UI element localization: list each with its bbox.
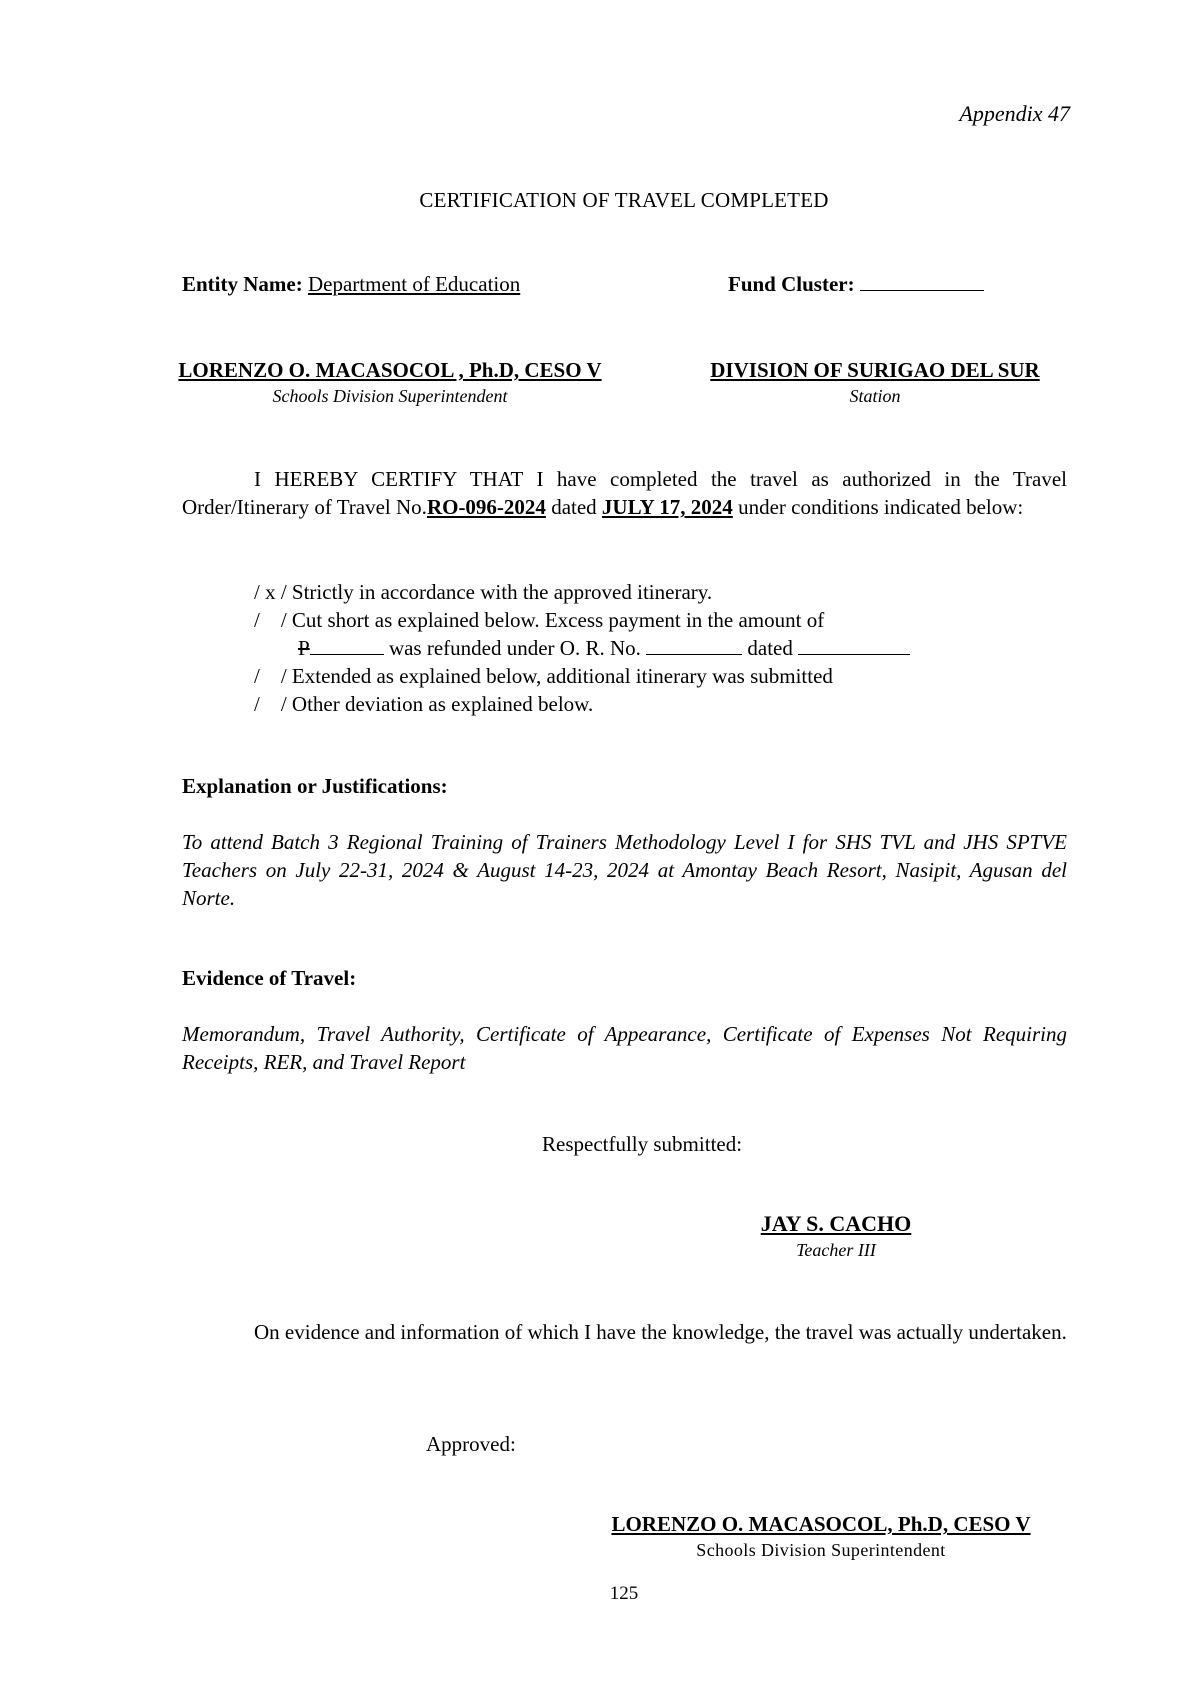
explanation-heading: Explanation or Justifications:: [182, 774, 448, 798]
evidence-heading: Evidence of Travel:: [182, 966, 357, 990]
evidence-statement: On evidence and information of which I have the knowledge, the travel was actually undertaken.: [254, 1320, 1067, 1344]
entity-name-value: Department of Education: [307, 272, 521, 296]
or-number-blank: [646, 634, 742, 655]
option-text: Strictly in accordance with the approved itinerary.: [291, 580, 713, 604]
option-text: Cut short as explained below. Excess payment in the amount of: [291, 608, 825, 632]
refund-text: was refunded under O. R. No.: [388, 636, 641, 660]
option-cut-short-refund: [254, 634, 1074, 662]
approver-name: LORENZO O. MACASOCOL, Ph.D, CESO V: [611, 1512, 1031, 1536]
options-list: [254, 578, 1074, 718]
appendix-label: Appendix 47: [959, 101, 1070, 126]
certify-text-2: dated: [551, 495, 597, 519]
approver-position: Schools Division Superintendent: [696, 1540, 946, 1560]
submitter-position: Teacher III: [796, 1240, 876, 1260]
document-title: CERTIFICATION OF TRAVEL COMPLETED: [419, 188, 829, 212]
refund-dated: dated: [747, 636, 793, 660]
entity-name-label: Entity Name:: [182, 272, 303, 296]
explanation-text: To attend Batch 3 Regional Training of Trainers Methodology Level I for SHS TVL and JHS SPTVE Teachers on July 22-31, 2024 & August 14-23, 2024 at Amontay Beach Resort, Nasipit, Agusan del Norte.: [182, 830, 1067, 910]
station-name: DIVISION OF SURIGAO DEL SUR: [710, 358, 1040, 382]
option-mark: / /: [254, 692, 287, 716]
option-mark: / /: [254, 608, 287, 632]
refund-date-blank: [798, 634, 910, 655]
fund-cluster-row: [728, 270, 984, 298]
fund-cluster-blank: [860, 270, 984, 291]
submitter-block: [700, 1210, 972, 1262]
option-other: [254, 690, 1074, 718]
respectfully-submitted-label: Respectfully submitted:: [542, 1132, 743, 1156]
option-text: Extended as explained below, additional itinerary was submitted: [291, 664, 833, 688]
option-strictly: [254, 578, 1074, 606]
certify-paragraph: [182, 465, 1067, 521]
option-mark: / /: [254, 664, 287, 688]
submitter-name: JAY S. CACHO: [760, 1211, 912, 1236]
fund-cluster-label: Fund Cluster:: [728, 272, 855, 296]
evidence-text: Memorandum, Travel Authority, Certificate of Appearance, Certificate of Expenses Not Requiring Receipts, RER, and Travel Report: [182, 1022, 1067, 1074]
option-mark: / x /: [254, 580, 287, 604]
certify-text-3: under conditions indicated below:: [738, 495, 1024, 519]
amount-blank: [310, 634, 384, 655]
certify-text-1: I HEREBY CERTIFY THAT I have completed the travel as authorized in the Travel Order/Itinerary of Travel No.: [182, 467, 1067, 519]
official-name: LORENZO O. MACASOCOL , Ph.D, CESO V: [178, 358, 602, 382]
approved-label: Approved:: [426, 1432, 516, 1456]
travel-order-number: RO-096-2024: [426, 495, 546, 519]
entity-name-row: [182, 270, 520, 298]
station-label: Station: [849, 386, 901, 406]
peso-sign: P: [298, 636, 310, 660]
approver-block: [566, 1510, 1076, 1562]
official-block: [145, 356, 635, 408]
page-number: 125: [609, 1583, 639, 1604]
station-block: [680, 356, 1070, 408]
option-text: Other deviation as explained below.: [291, 692, 594, 716]
travel-order-date: JULY 17, 2024: [601, 495, 733, 519]
option-extended: [254, 662, 1074, 690]
official-position: Schools Division Superintendent: [272, 386, 508, 406]
option-cut-short: [254, 606, 1074, 634]
